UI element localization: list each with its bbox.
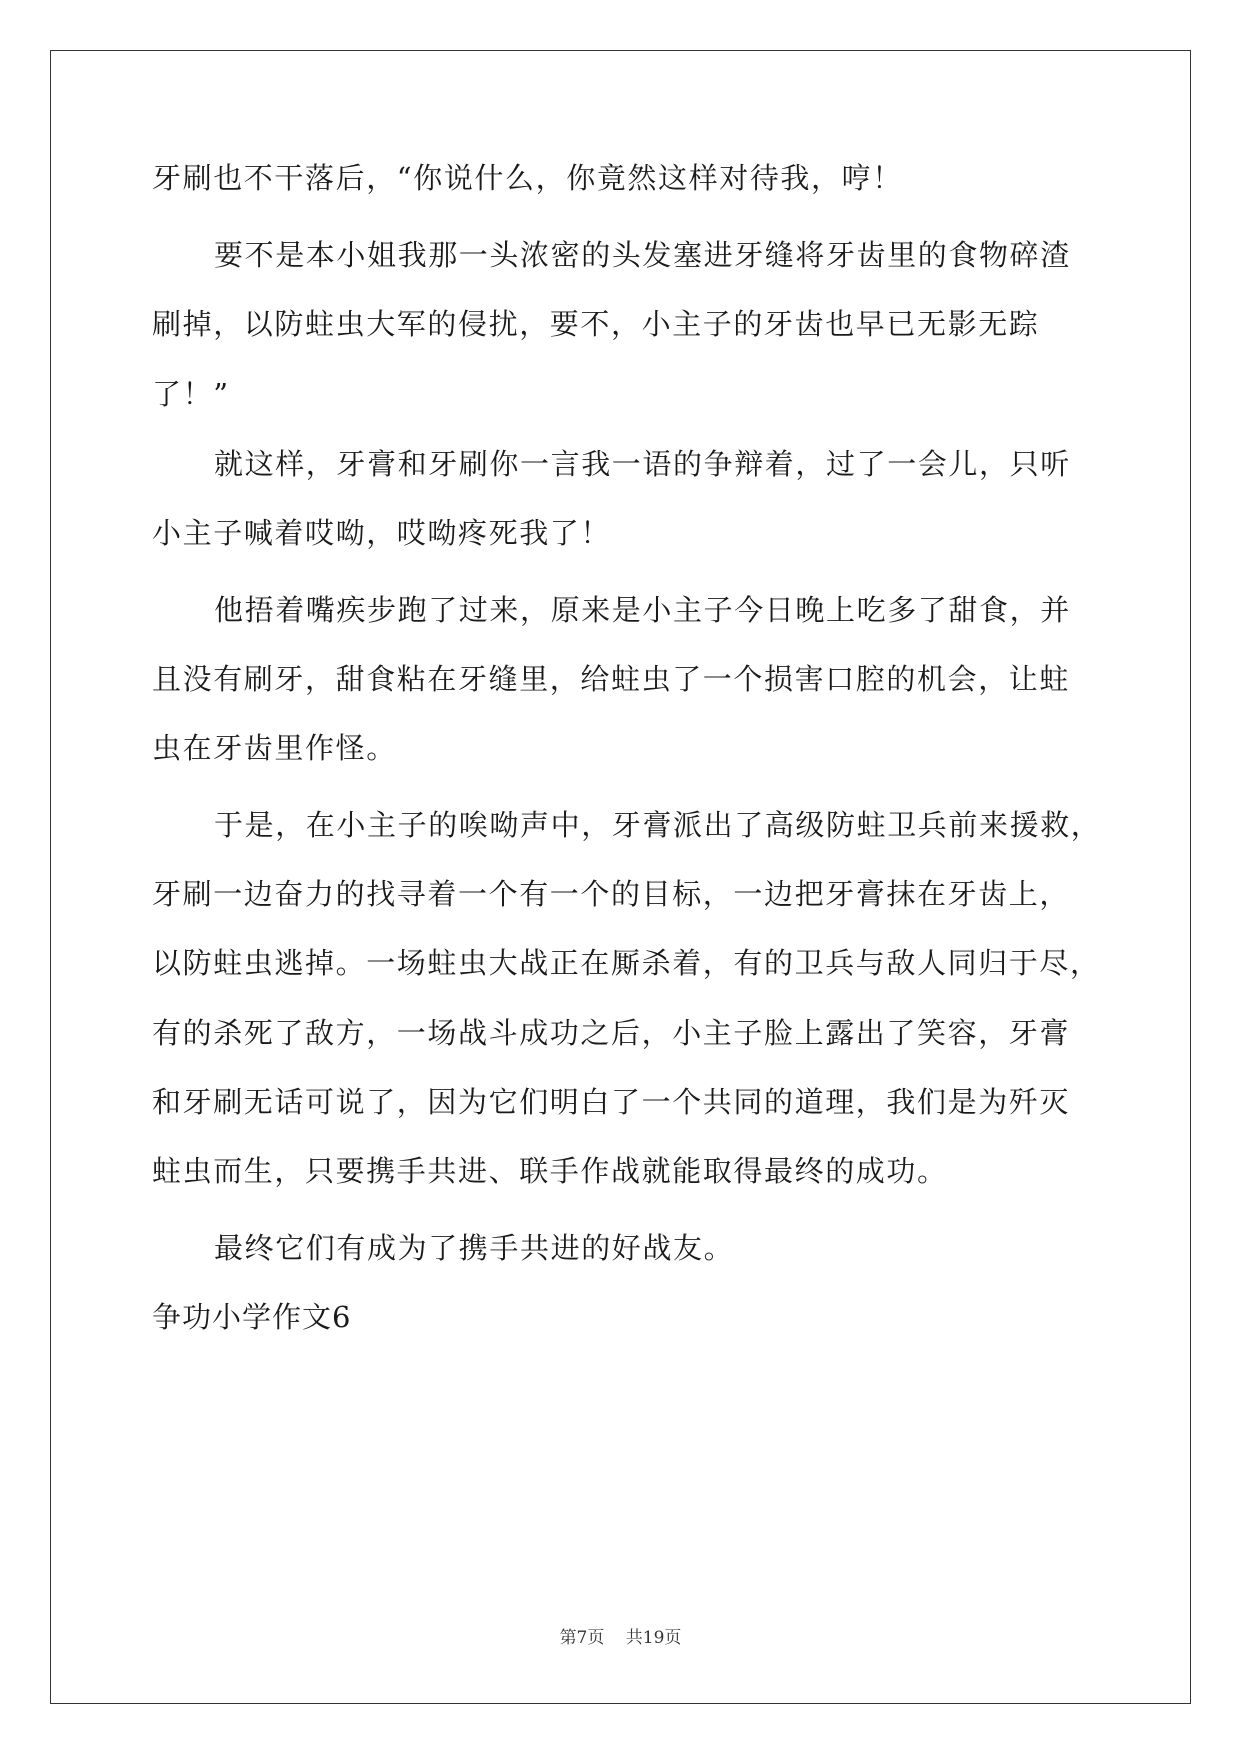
text-line: 牙刷一边奋力的找寻着一个有一个的目标，一边把牙膏抹在牙齿上， <box>152 877 1071 911</box>
paragraph-start-line: 要不是本小姐我那一头浓密的头发塞进牙缝将牙齿里的食物碎渣 <box>214 238 1071 272</box>
text-line: 了！” <box>152 377 230 411</box>
page-footer <box>0 1623 1241 1648</box>
text-line: 且没有刷牙，甜食粘在牙缝里，给蛀虫了一个损害口腔的机会，让蛀 <box>152 662 1071 696</box>
text-line: 刷掉，以防蛀虫大军的侵扰，要不，小主子的牙齿也早已无影无踪 <box>152 307 1040 341</box>
text-line: 虫在牙齿里作怪。 <box>152 731 397 765</box>
paragraph-start-line: 他捂着嘴疾步跑了过来，原来是小主子今日晚上吃多了甜食，并 <box>214 593 1071 627</box>
text-line: 小主子喊着哎呦，哎呦疼死我了！ <box>152 516 612 550</box>
text-line: 牙刷也不干落后，“你说什么，你竟然这样对待我，哼！ <box>152 161 903 195</box>
paragraph-start-line: 就这样，牙膏和牙刷你一言我一语的争辩着，过了一会儿，只听 <box>214 447 1071 481</box>
text-line: 蛀虫而生，只要携手共进、联手作战就能取得最终的成功。 <box>152 1154 948 1188</box>
total-pages: 共19页 <box>625 1628 682 1648</box>
page-number: 第7页 <box>559 1628 605 1648</box>
paragraph-start-line: 于是，在小主子的唉呦声中，牙膏派出了高级防蛀卫兵前来援救， <box>214 808 1102 842</box>
text-line: 有的杀死了敌方，一场战斗成功之后，小主子脸上露出了笑容，牙膏 <box>152 1016 1071 1050</box>
text-line: 以防蛀虫逃掉。一场蛀虫大战正在厮杀着，有的卫兵与敌人同归于尽， <box>152 946 1101 980</box>
section-heading: 争功小学作文6 <box>152 1300 352 1334</box>
paragraph-start-line: 最终它们有成为了携手共进的好战友。 <box>214 1231 735 1265</box>
text-line: 和牙刷无话可说了，因为它们明白了一个共同的道理，我们是为歼灭 <box>152 1085 1071 1119</box>
